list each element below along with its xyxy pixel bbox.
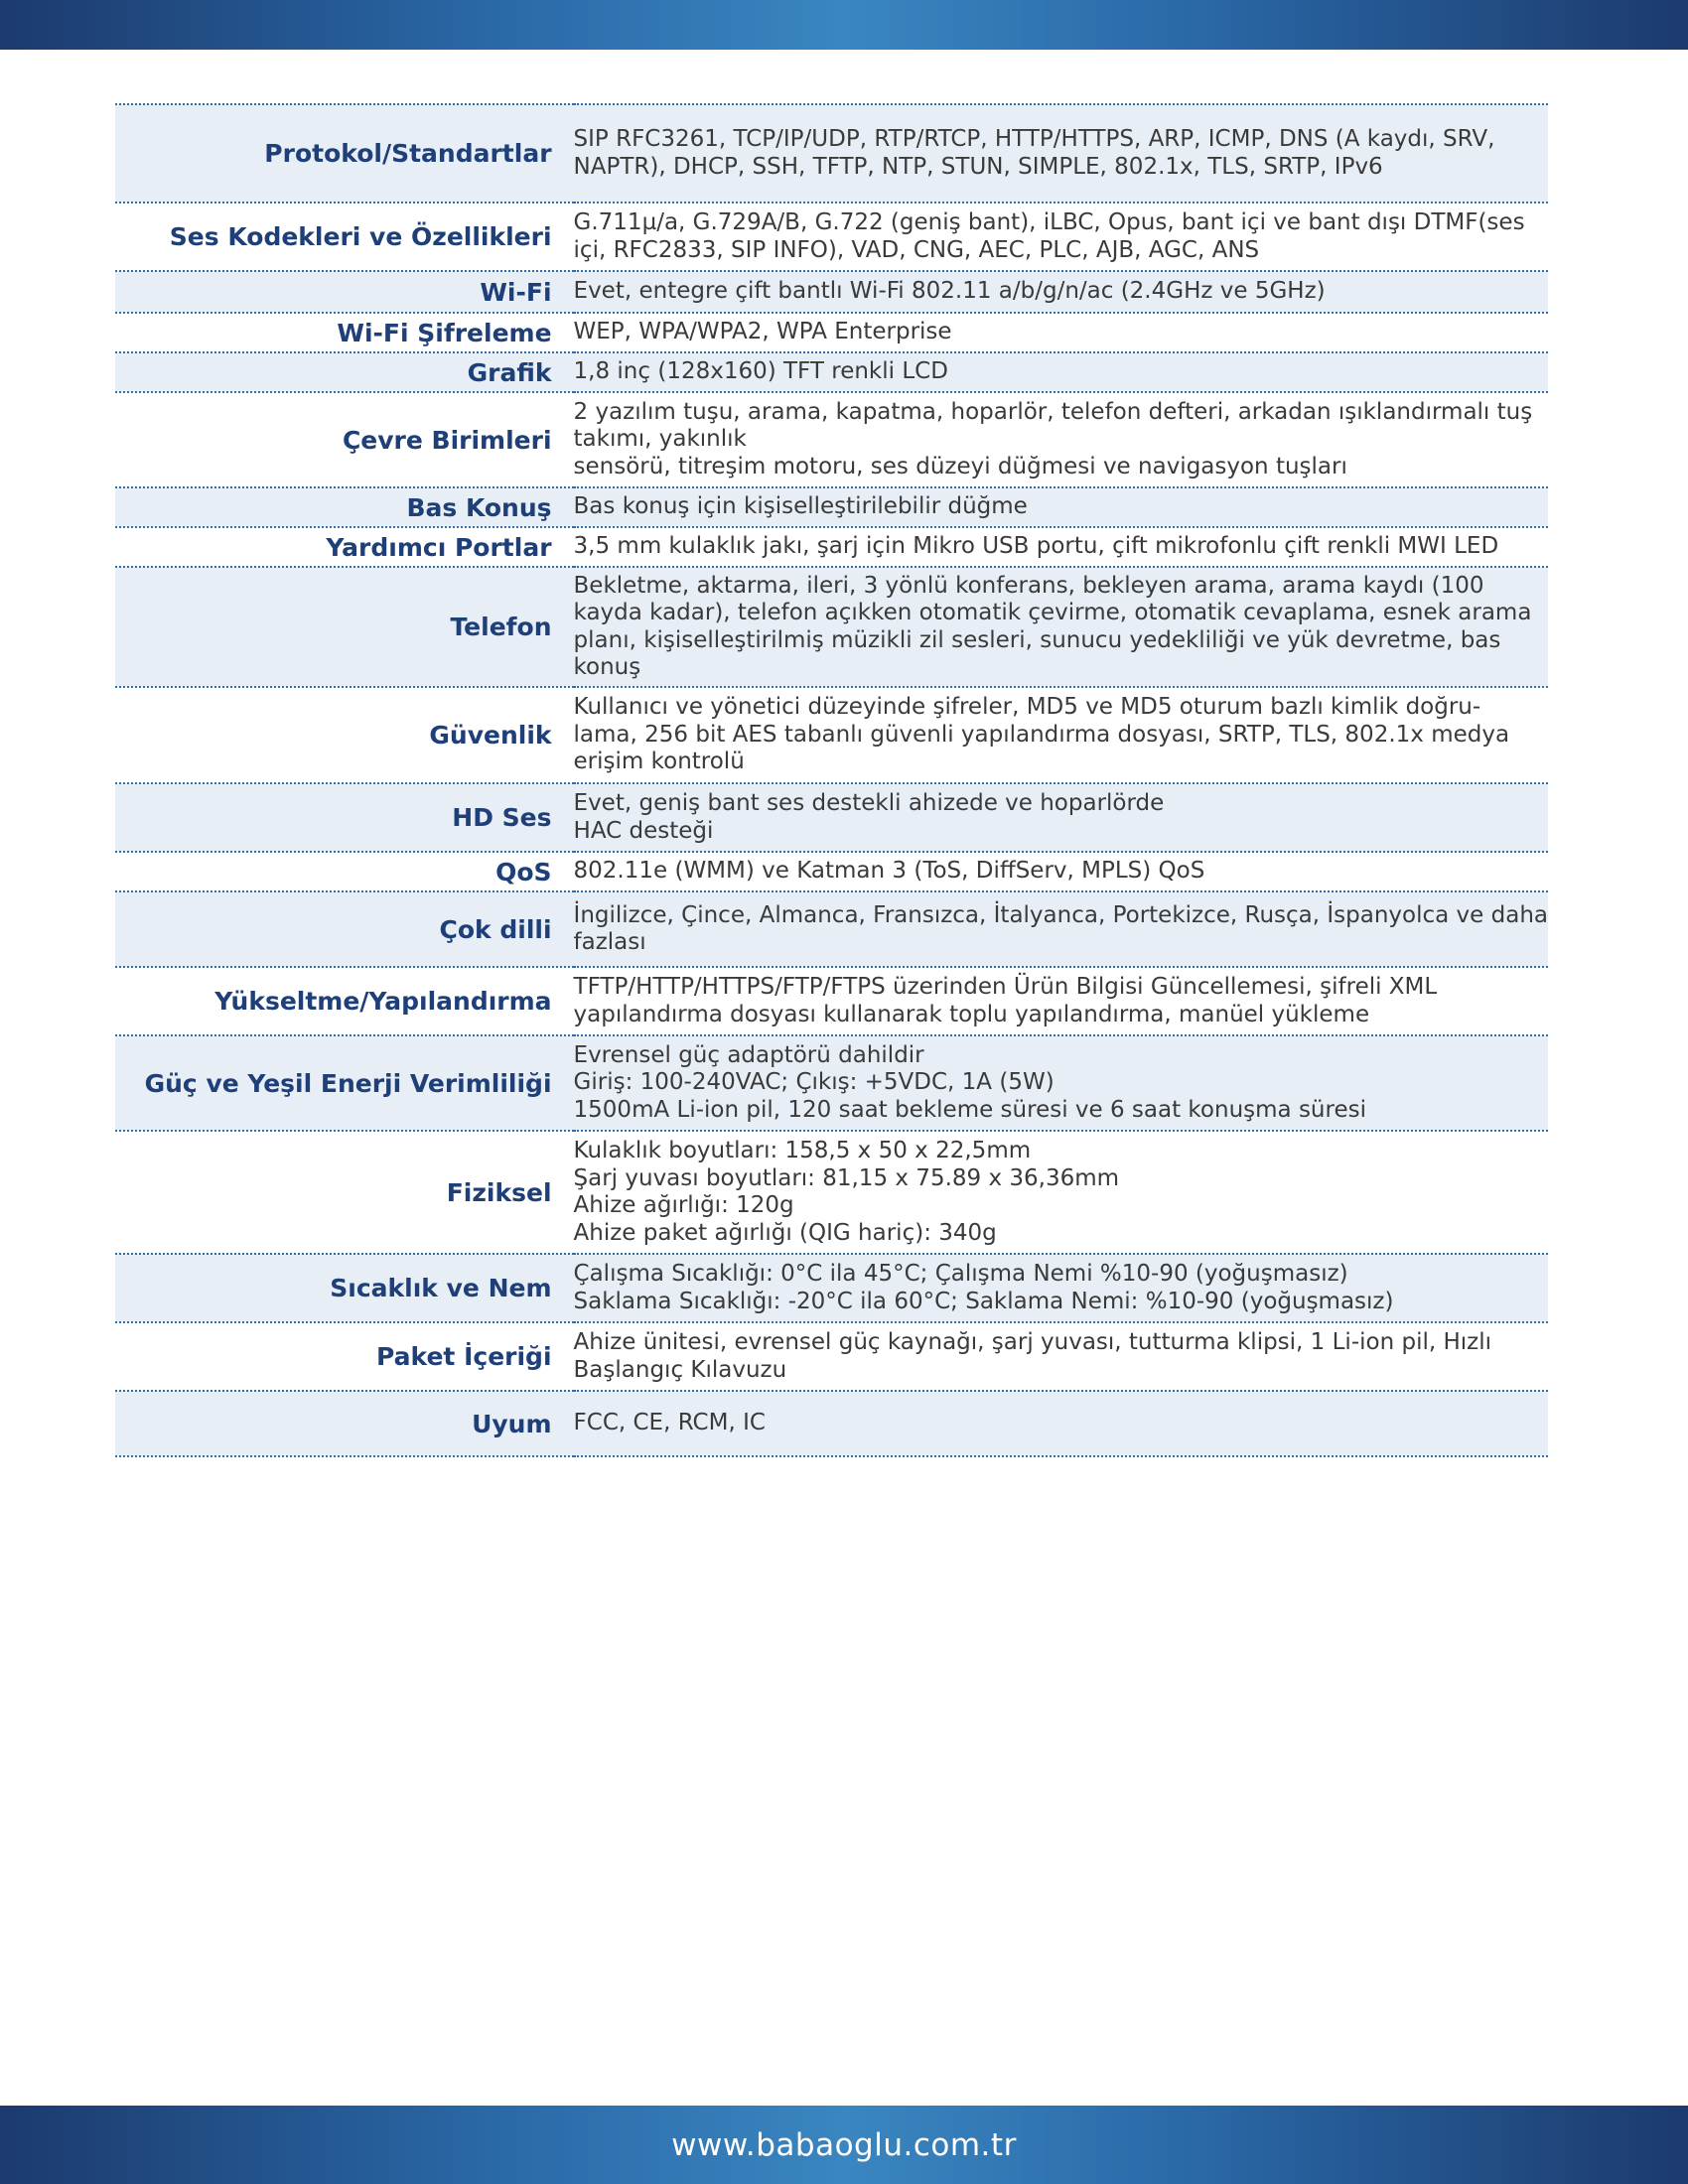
spec-value-line: Kulaklık boyutları: 158,5 x 50 x 22,5mm bbox=[573, 1138, 1032, 1163]
spec-value-line: planı, kişiselleştirilmiş müzikli zil sesleri, sunucu yedekliliği ve yük devretme, bas bbox=[573, 626, 1501, 653]
spec-value-line: Ahize ağırlığı: 120g bbox=[573, 1192, 794, 1218]
spec-row bbox=[115, 1035, 1548, 1131]
spec-row bbox=[115, 1131, 1548, 1254]
spec-value-line: içi, RFC2833, SIP INFO), VAD, CNG, AEC, PLC, AJB, AGC, ANS bbox=[573, 236, 1260, 263]
spec-value-line: NAPTR), DHCP, SSH, TFTP, NTP, STUN, SIMPLE, 802.1x, TLS, SRTP, IPv6 bbox=[573, 153, 1383, 180]
spec-label: Wi-Fi Şifreleme bbox=[337, 318, 552, 347]
spec-row bbox=[115, 313, 1548, 352]
spec-value bbox=[574, 967, 1548, 1035]
spec-value-line: Ahize ünitesi, evrensel güç kaynağı, şarj yuvası, tutturma klipsi, 1 Li-ion pil, Hızlı bbox=[573, 1329, 1492, 1355]
spec-value bbox=[574, 527, 1548, 567]
spec-row bbox=[115, 352, 1548, 392]
spec-row bbox=[115, 852, 1548, 891]
spec-row bbox=[115, 783, 1548, 852]
footer-url[interactable]: www.babaoglu.com.tr bbox=[671, 2126, 1017, 2163]
spec-value-line: Evet, entegre çift bantlı Wi-Fi 802.11 a/b/g/n/ac (2.4GHz ve 5GHz) bbox=[573, 278, 1326, 305]
spec-value-line: Bekletme, aktarma, ileri, 3 yönlü konferans, bekleyen arama, arama kaydı (100 bbox=[573, 572, 1484, 599]
spec-value-line: 1500mA Li-ion pil, 120 saat bekleme süresi ve 6 saat konuşma süresi bbox=[573, 1096, 1366, 1123]
spec-row bbox=[115, 527, 1548, 567]
spec-value-line: İngilizce, Çince, Almanca, Fransızca, İtalyanca, Portekizce, Rusça, İspanyolca ve daha bbox=[573, 901, 1548, 928]
spec-value bbox=[574, 203, 1548, 271]
spec-row bbox=[115, 1322, 1548, 1391]
footer-band bbox=[0, 2106, 1688, 2184]
spec-label: Çevre Birimleri bbox=[342, 425, 552, 455]
spec-row bbox=[115, 203, 1548, 271]
spec-row bbox=[115, 967, 1548, 1035]
spec-value-line: FCC, CE, RCM, IC bbox=[573, 1410, 766, 1436]
spec-value bbox=[574, 1035, 1548, 1131]
spec-value-line: Saklama Sıcaklığı: -20°C ila 60°C; Saklama Nemi: %10-90 (yoğuşmasız) bbox=[573, 1288, 1394, 1314]
spec-value bbox=[574, 852, 1548, 891]
spec-label: Çok dilli bbox=[439, 914, 552, 944]
spec-value bbox=[574, 687, 1548, 783]
spec-value-line: konuş bbox=[573, 654, 641, 680]
spec-value-line: SIP RFC3261, TCP/IP/UDP, RTP/RTCP, HTTP/HTTPS, ARP, ICMP, DNS (A kaydı, SRV, bbox=[573, 126, 1495, 152]
spec-label: Sıcaklık ve Nem bbox=[330, 1274, 552, 1302]
spec-label: Güç ve Yeşil Enerji Verimliliği bbox=[144, 1068, 552, 1098]
spec-label: Güvenlik bbox=[429, 721, 552, 750]
spec-value bbox=[574, 271, 1548, 313]
spec-label: Fiziksel bbox=[446, 1177, 552, 1207]
spec-value-line: erişim kontrolü bbox=[573, 749, 745, 775]
spec-value bbox=[574, 783, 1548, 852]
spec-label: Uyum bbox=[472, 1409, 552, 1438]
spec-value-line: WEP, WPA/WPA2, WPA Enterprise bbox=[573, 319, 952, 345]
spec-value-line: Evet, geniş bant ses destekli ahizede ve hoparlörde bbox=[573, 790, 1165, 816]
spec-value-line: Şarj yuvası boyutları: 81,15 x 75.89 x 36,36mm bbox=[573, 1164, 1120, 1191]
spec-value-line: Evrensel güç adaptörü dahildir bbox=[573, 1041, 924, 1068]
spec-value-line: sensörü, titreşim motoru, ses düzeyi düğmesi ve navigasyon tuşları bbox=[573, 453, 1347, 479]
spec-value bbox=[574, 313, 1548, 352]
spec-value bbox=[574, 1391, 1548, 1456]
spec-row bbox=[115, 487, 1548, 527]
spec-value-line: takımı, yakınlık bbox=[573, 426, 747, 453]
spec-label: Wi-Fi bbox=[480, 277, 552, 307]
spec-label: QoS bbox=[495, 857, 552, 887]
spec-value-line: lama, 256 bit AES tabanlı güvenli yapılandırma dosyası, SRTP, TLS, 802.1x medya bbox=[573, 721, 1510, 748]
spec-value-line: kayda kadar), telefon açıkken otomatik çevirme, otomatik cevaplama, esnek arama bbox=[573, 600, 1532, 625]
spec-value-line: 2 yazılım tuşu, arama, kapatma, hoparlör, telefon defteri, arkadan ışıklandırmalı tuş bbox=[573, 398, 1533, 425]
spec-value-line: 1,8 inç (128x160) TFT renkli LCD bbox=[573, 358, 948, 385]
spec-row bbox=[115, 1254, 1548, 1322]
spec-value-line: 802.11e (WMM) ve Katman 3 (ToS, DiffServ, MPLS) QoS bbox=[573, 858, 1205, 885]
spec-table-body bbox=[115, 104, 1548, 1456]
spec-label: Protokol/Standartlar bbox=[264, 139, 552, 168]
spec-value-line: G.711µ/a, G.729A/B, G.722 (geniş bant), iLBC, Opus, bant içi ve bant dışı DTMF(ses bbox=[573, 209, 1525, 235]
spec-label: Yükseltme/Yapılandırma bbox=[214, 987, 552, 1016]
spec-value bbox=[574, 352, 1548, 392]
spec-label: Bas Konuş bbox=[406, 492, 552, 522]
spec-value-line: fazlası bbox=[573, 929, 646, 955]
spec-label: HD Ses bbox=[452, 803, 552, 832]
spec-label: Yardımcı Portlar bbox=[326, 532, 552, 562]
spec-label: Telefon bbox=[450, 613, 552, 641]
spec-label: Grafik bbox=[467, 357, 552, 387]
spec-value bbox=[574, 567, 1548, 687]
spec-table bbox=[115, 103, 1548, 1457]
spec-value bbox=[574, 392, 1548, 487]
spec-value bbox=[574, 1254, 1548, 1322]
spec-value bbox=[574, 104, 1548, 203]
spec-value-line: yapılandırma dosyası kullanarak toplu yapılandırma, manüel yükleme bbox=[573, 1001, 1370, 1027]
spec-value bbox=[574, 487, 1548, 527]
spec-value-line: Ahize paket ağırlığı (QIG hariç): 340g bbox=[573, 1219, 997, 1246]
spec-value-line: 3,5 mm kulaklık jakı, şarj için Mikro USB portu, çift mikrofonlu çift renkli MWI LED bbox=[573, 533, 1499, 560]
spec-value-line: Kullanıcı ve yönetici düzeyinde şifreler, MD5 ve MD5 oturum bazlı kimlik doğru- bbox=[573, 694, 1481, 721]
spec-value-line: Bas konuş için kişiselleştirilebilir düğme bbox=[573, 493, 1028, 520]
spec-value-line: Çalışma Sıcaklığı: 0°C ila 45°C; Çalışma Nemi %10-90 (yoğuşmasız) bbox=[573, 1261, 1348, 1287]
spec-row bbox=[115, 392, 1548, 487]
spec-row bbox=[115, 1391, 1548, 1456]
spec-value-line: Giriş: 100-240VAC; Çıkış: +5VDC, 1A (5W) bbox=[573, 1069, 1055, 1096]
spec-row bbox=[115, 567, 1548, 687]
spec-row bbox=[115, 687, 1548, 783]
spec-value-line: Başlangıç Kılavuzu bbox=[573, 1356, 787, 1383]
spec-value bbox=[574, 1131, 1548, 1254]
spec-value bbox=[574, 891, 1548, 967]
spec-label: Ses Kodekleri ve Özellikleri bbox=[169, 222, 552, 251]
spec-row bbox=[115, 891, 1548, 967]
spec-value-line: HAC desteği bbox=[573, 817, 714, 844]
spec-row bbox=[115, 271, 1548, 313]
header-band bbox=[0, 0, 1688, 50]
spec-label: Paket İçeriği bbox=[376, 1342, 552, 1371]
spec-row bbox=[115, 104, 1548, 203]
spec-value bbox=[574, 1322, 1548, 1391]
spec-value-line: TFTP/HTTP/HTTPS/FTP/FTPS üzerinden Ürün Bilgisi Güncellemesi, şifreli XML bbox=[573, 974, 1438, 1000]
